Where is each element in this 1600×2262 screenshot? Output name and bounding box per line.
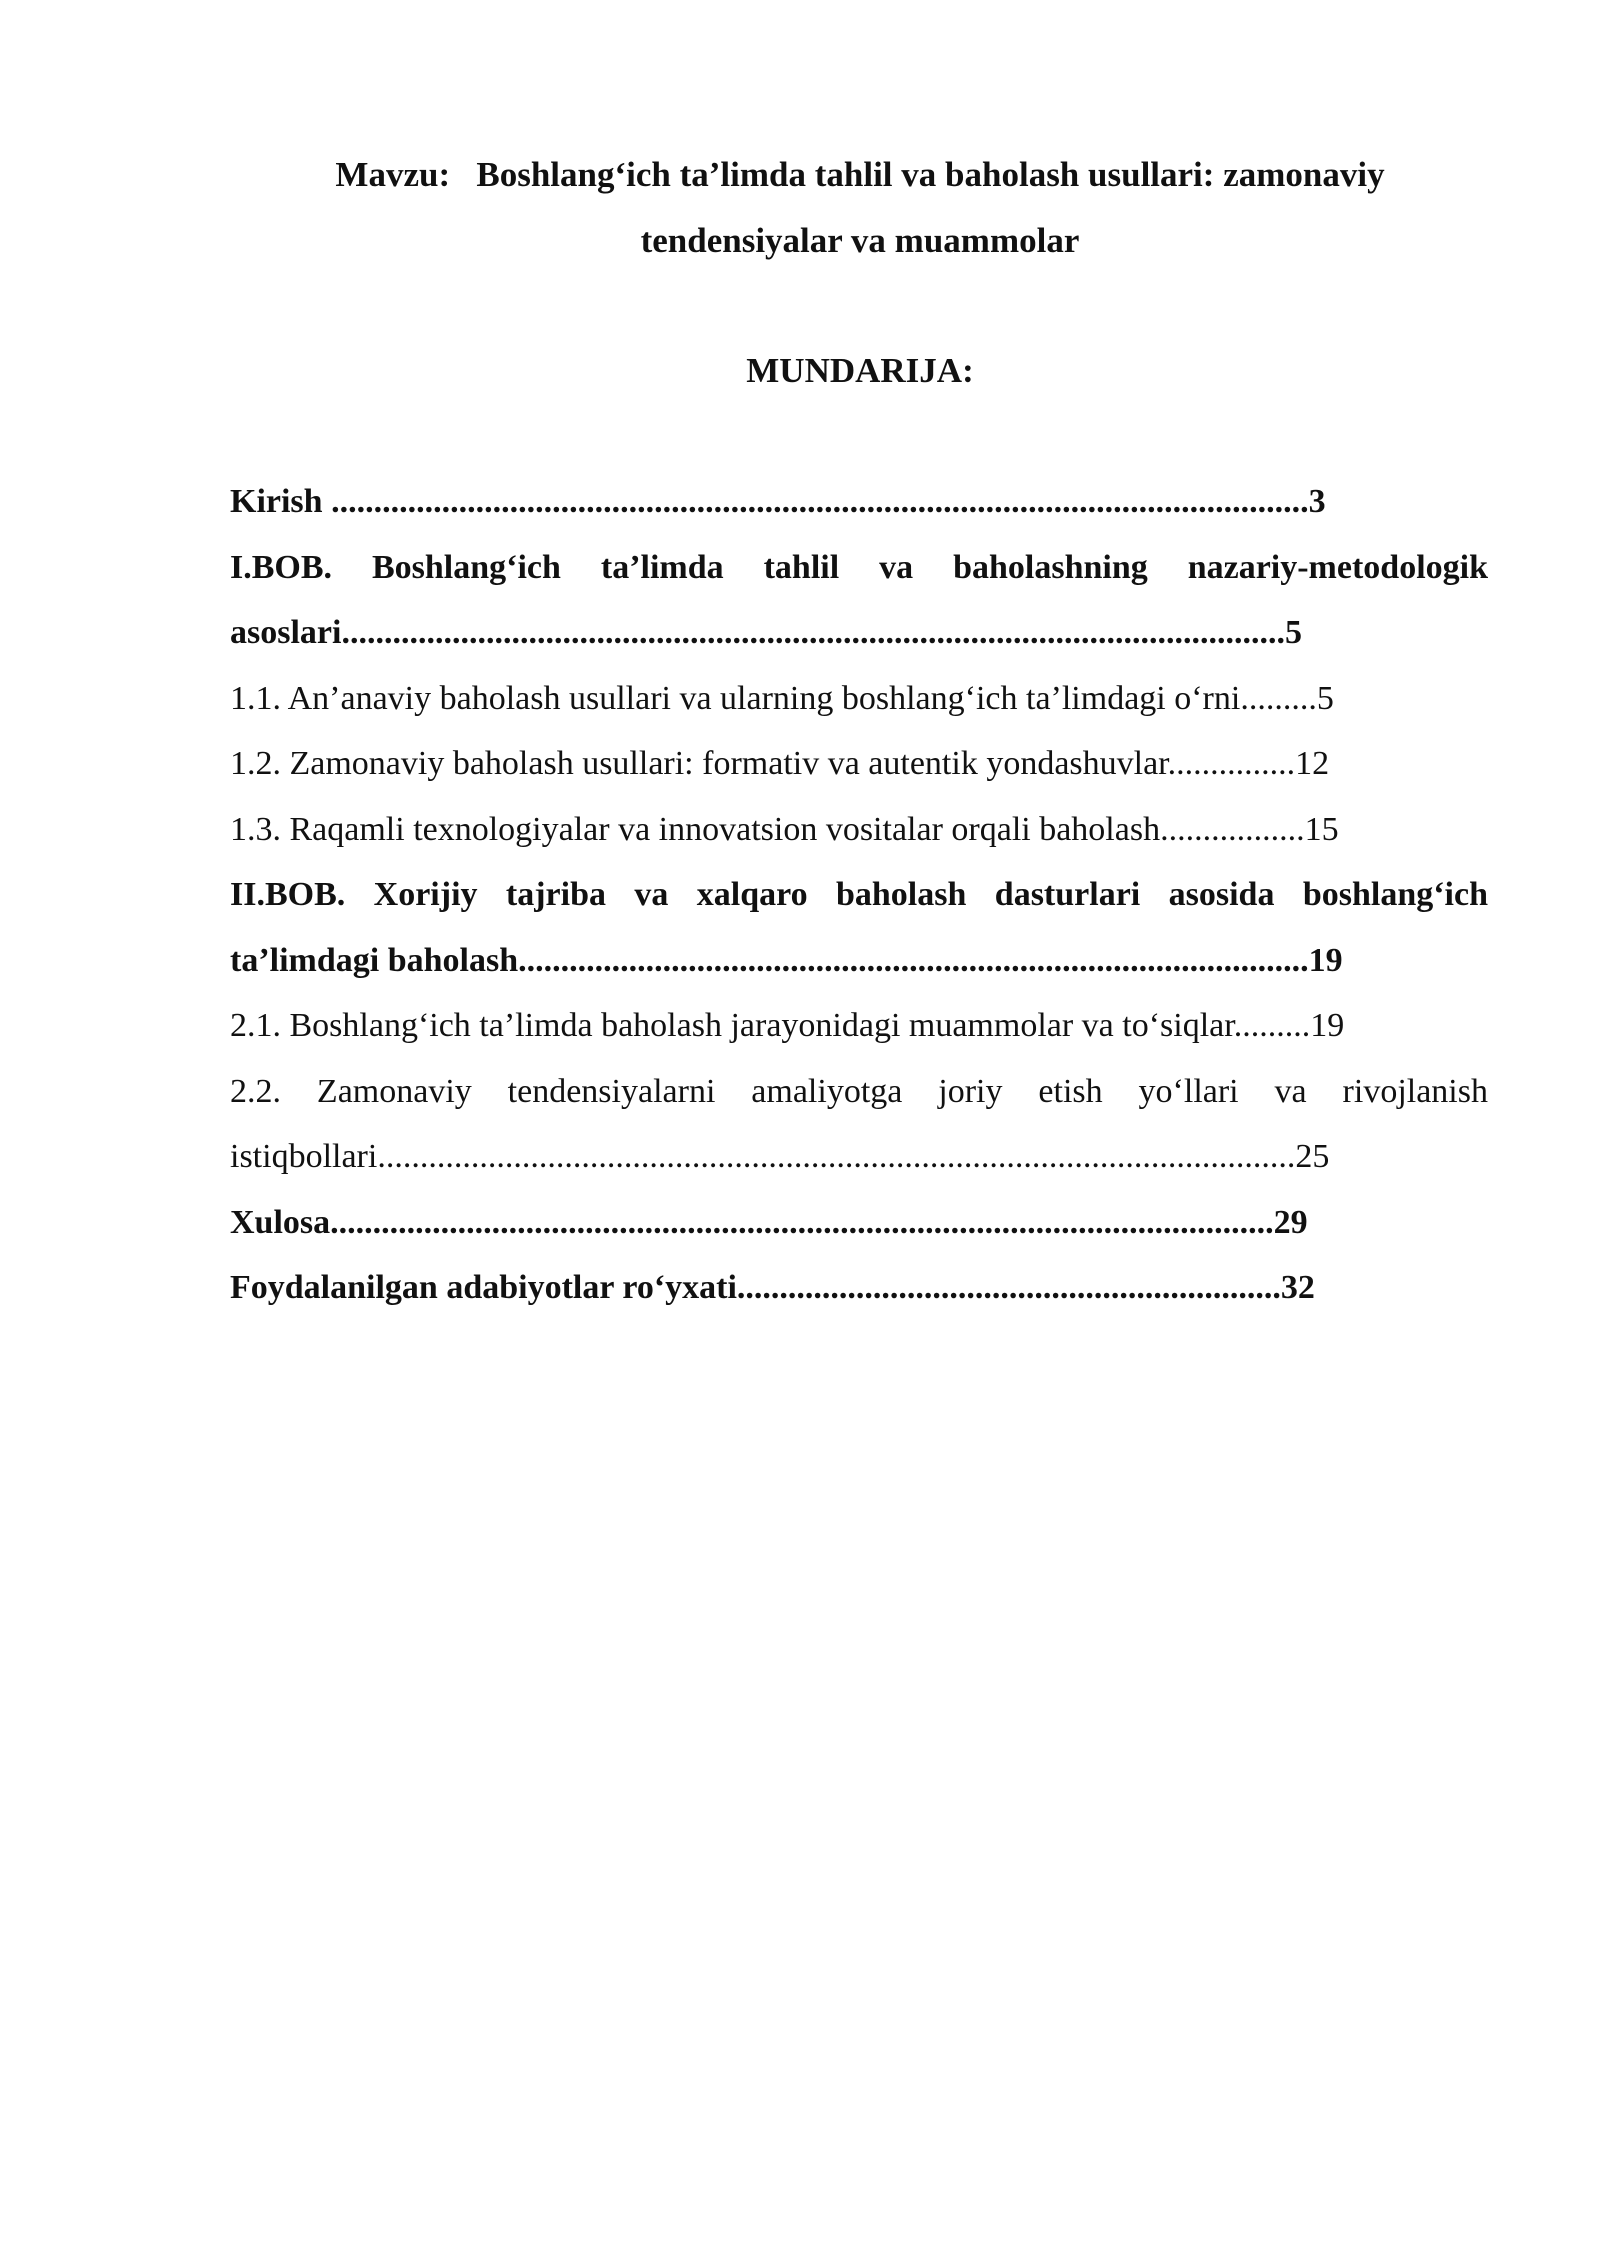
toc-entry-section-1-1: 1.1. An’anaviy baholash usullari va ularning boshlang‘ich ta’limdagi o‘rni.........5: [230, 679, 1334, 717]
toc-entry-section-1-2: 1.2. Zamonaviy baholash usullari: formativ va autentik yondashuvlar...............12: [230, 745, 1330, 782]
toc-entry-section-2-2: 2.2. Zamonaviy tendensiyalarni amaliyotga joriy etish yo‘llari va rivojlanish: [230, 1072, 1488, 1110]
toc-entry-chapter-2-cont: ta’limdagi baholash.............................................................................................19: [230, 941, 1343, 979]
document-title: [230, 142, 1490, 274]
contents-heading: MUNDARIJA:: [746, 351, 974, 390]
toc-entry-section-2-1: 2.1. Boshlang‘ich ta’limda baholash jarayonidagi muammolar va to‘siqlar.........19: [230, 1007, 1345, 1044]
title-line-1: Mavzu: Boshlang‘ich ta’limda tahlil va baholash usullari: zamonaviy: [335, 155, 1385, 194]
toc-entry-kirish: Kirish ...................................................................................................................3: [230, 483, 1326, 520]
toc-entry-references: Foydalanilgan adabiyotlar ro‘yxati................................................................32: [230, 1269, 1315, 1306]
toc-entry-xulosa: Xulosa...............................................................................................................29: [230, 1203, 1308, 1241]
toc-entry-section-2-2-cont: istiqbollari............................................................................................................25: [230, 1138, 1330, 1175]
toc-entry-section-1-3: 1.3. Raqamli texnologiyalar va innovatsion vositalar orqali baholash.................15: [230, 810, 1339, 848]
toc-entry-chapter-1: I.BOB. Boshlang‘ich ta’limda tahlil va baholashning nazariy-metodologik: [230, 548, 1488, 586]
toc-entry-chapter-1-cont: asoslari...............................................................................................................5: [230, 614, 1302, 651]
table-of-contents: [230, 469, 1488, 1321]
title-line-2: tendensiyalar va muammolar: [640, 221, 1080, 260]
toc-entry-chapter-2: II.BOB. Xorijiy tajriba va xalqaro baholash dasturlari asosida boshlang‘ich: [230, 876, 1488, 913]
